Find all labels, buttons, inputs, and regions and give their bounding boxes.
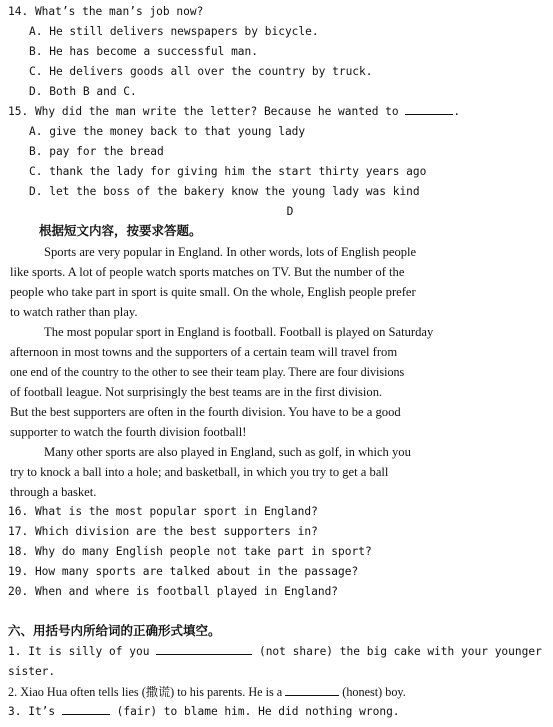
passage-line: one end of the country to the other to see their team play. There are four divisions: [10, 365, 405, 379]
passage-line: to watch rather than play.: [10, 305, 138, 319]
fill-item-2: [8, 682, 406, 702]
passage-line: people who take part in sport is quite small. On the whole, English people prefer: [10, 285, 416, 299]
fill-item-3: [8, 702, 400, 722]
q15-option-c: C. thank the lady for giving him the start thirty years ago: [29, 165, 427, 178]
passage-line: The most popular sport in England is football. Football is played on Saturday: [44, 325, 434, 339]
passage-line: try to knock a ball into a hole; and basketball, in which you try to get a ball: [10, 465, 389, 479]
question-20: 20. When and where is football played in England?: [8, 585, 339, 598]
q14-question: 14. What’s the man’s job now?: [8, 5, 204, 18]
fill-item-1-continuation: sister.: [8, 665, 56, 678]
q14-option-c: C. He delivers goods all over the country by truck.: [29, 65, 373, 78]
fill-item-2-blank: [285, 683, 339, 696]
section-d-instruction: 根据短文内容，按要求答题。: [39, 223, 202, 238]
passage-line: of football league. Not surprisingly the best teams are in the first division.: [10, 385, 383, 399]
question-16: 16. What is the most popular sport in England?: [8, 505, 318, 518]
fill-item-1-suffix: (not share) the big cake with your younger: [258, 645, 542, 658]
q14-option-b: B. He has become a successful man.: [29, 45, 259, 58]
passage-line: afternoon in most towns and the supporters of a certain team will travel from: [10, 345, 398, 359]
q15-option-b: B. pay for the bread: [29, 145, 164, 158]
q14-option-d: D. Both B and C.: [29, 85, 137, 98]
section-6-heading: 六、用括号内所给词的正确形式填空。: [8, 623, 221, 638]
fill-item-3-suffix: (fair) to blame him. He did nothing wrong.: [116, 705, 400, 718]
q14-option-a: A. He still delivers newspapers by bicycle.: [29, 25, 319, 38]
q15-question-prefix: 15. Why did the man write the letter? Because he wanted to: [8, 105, 399, 118]
q15-option-d: D. let the boss of the bakery know the young lady was kind: [29, 185, 420, 198]
question-19: 19. How many sports are talked about in the passage?: [8, 565, 359, 578]
fill-item-1-blank: [156, 642, 252, 655]
q15-question-suffix: .: [453, 105, 461, 118]
fill-item-3-blank: [62, 702, 110, 715]
passage-line: Sports are very popular in England. In other words, lots of English people: [44, 245, 417, 259]
passage-line: through a basket.: [10, 485, 97, 499]
fill-item-1: [8, 642, 542, 662]
section-d-letter: D: [286, 205, 294, 218]
passage-line: But the best supporters are often in the fourth division. You have to be a good: [10, 405, 401, 419]
q15-option-a: A. give the money back to that young lady: [29, 125, 306, 138]
fill-item-1-prefix: 1. It is silly of you: [8, 645, 150, 658]
question-18: 18. Why do many English people not take part in sport?: [8, 545, 372, 558]
q15-question: [8, 102, 460, 122]
question-17: 17. Which division are the best supporters in?: [8, 525, 318, 538]
fill-item-3-prefix: 3. It’s: [8, 705, 56, 718]
fill-item-2-suffix: (honest) boy.: [342, 685, 406, 699]
passage-line: like sports. A lot of people watch sports matches on TV. But the number of the: [10, 265, 405, 279]
passage-line: supporter to watch the fourth division football!: [10, 425, 247, 439]
q15-answer-blank: [405, 102, 453, 115]
fill-item-2-prefix: 2. Xiao Hua often tells lies (撒谎) to his parents. He is a: [8, 685, 283, 699]
passage-line: Many other sports are also played in England, such as golf, in which you: [44, 445, 411, 459]
